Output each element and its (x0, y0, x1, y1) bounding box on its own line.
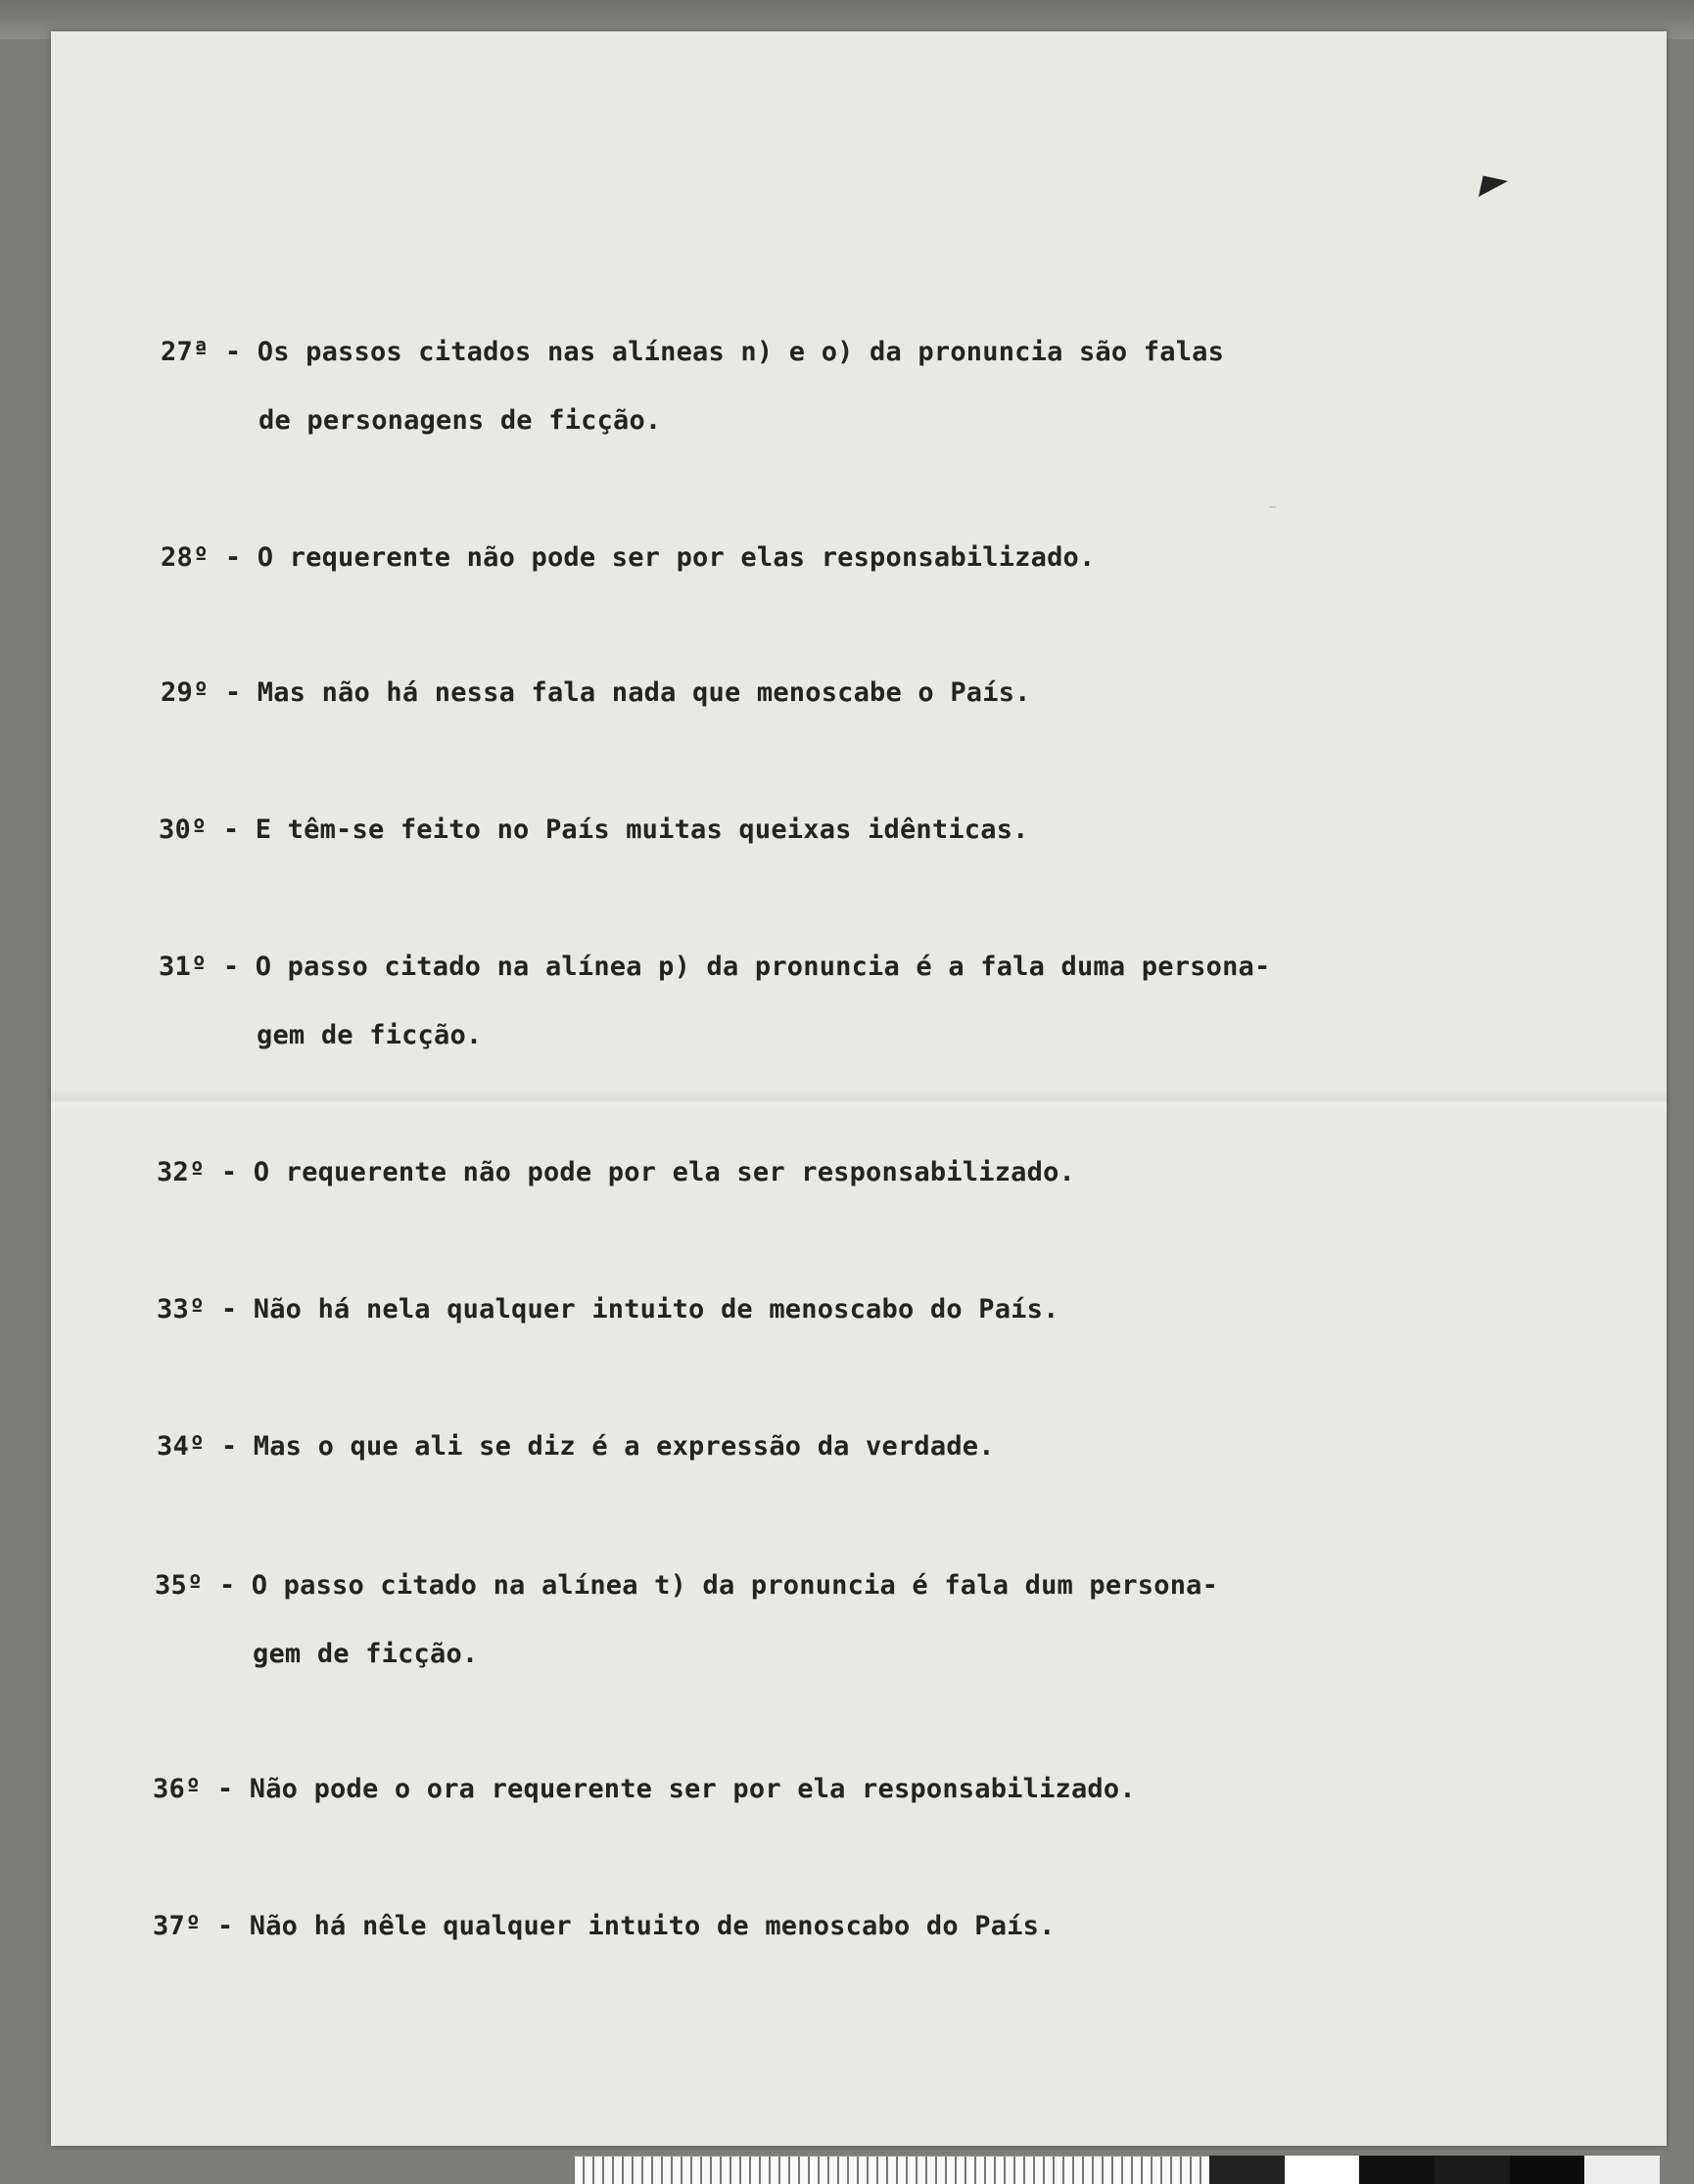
paragraph-number: 35º (155, 1570, 204, 1601)
paragraph-text: E têm-se feito no País muitas queixas idênticas. (255, 814, 1029, 845)
paragraph-number: 28º (161, 542, 210, 573)
paragraph-number: 33º (157, 1294, 206, 1324)
paragraph-number: 29º (161, 677, 210, 708)
paragraph-28-line-1: 28º - O requerente não pode ser por elas responsabilizado. (161, 542, 1096, 573)
paragraph-31-line-1: 31º - O passo citado na alínea p) da pronuncia é a fala duma persona- (159, 952, 1271, 982)
page-fold (51, 1089, 1667, 1114)
paragraph-text: Não pode o ora requerente ser por ela responsabilizado. (249, 1774, 1136, 1804)
gray-patch (1584, 2156, 1660, 2184)
gray-patch (1510, 2156, 1585, 2184)
paragraph-text: O passo citado na alínea t) da pronuncia é fala dum persona- (251, 1570, 1219, 1601)
paragraph-36-line-1: 36º - Não pode o ora requerente ser por ela responsabilizado. (153, 1774, 1136, 1804)
paragraph-number: 37º (153, 1911, 202, 1941)
bleed-through-mark: - (1265, 491, 1281, 521)
paragraph-30-line-1: 30º - E têm-se feito no País muitas queixas idênticas. (159, 814, 1029, 845)
paragraph-number: 32º (157, 1157, 206, 1187)
paragraph-text: Mas não há nessa fala nada que menoscabe o País. (257, 677, 1031, 708)
gray-patch (1285, 2156, 1360, 2184)
paragraph-32-line-1: 32º - O requerente não pode por ela ser responsabilizado. (157, 1157, 1075, 1187)
paragraph-number: 27ª (161, 337, 210, 367)
paragraph-35-line-2: gem de ficção. (253, 1639, 479, 1669)
gray-patch (1359, 2156, 1435, 2184)
paragraph-37-line-1: 37º - Não há nêle qualquer intuito de menoscabo do País. (153, 1911, 1056, 1941)
ruler-ticks (573, 2156, 1209, 2184)
gray-patch (1209, 2156, 1285, 2184)
paragraph-text: Não há nêle qualquer intuito de menoscabo do País. (249, 1911, 1056, 1941)
paragraph-text: O passo citado na alínea p) da pronuncia é a fala duma persona- (255, 952, 1271, 982)
paragraph-number: 36º (153, 1774, 202, 1804)
paragraph-number: 30º (159, 814, 208, 845)
paragraph-34-line-1: 34º - Mas o que ali se diz é a expressão da verdade. (157, 1431, 995, 1462)
paragraph-33-line-1: 33º - Não há nela qualquer intuito de menoscabo do País. (157, 1294, 1059, 1324)
paragraph-27-line-2: de personagens de ficção. (259, 405, 662, 436)
paragraph-text: Mas o que ali se diz é a expressão da verdade. (253, 1431, 995, 1462)
paragraph-29-line-1: 29º - Mas não há nessa fala nada que menoscabe o País. (161, 677, 1031, 708)
paragraph-27-line-1: 27ª - Os passos citados nas alíneas n) e o) da pronuncia são falas (161, 337, 1225, 367)
gray-patch (1435, 2156, 1510, 2184)
document-page (51, 31, 1667, 2146)
paragraph-35-line-1: 35º - O passo citado na alínea t) da pronuncia é fala dum persona- (155, 1570, 1219, 1601)
paragraph-number: 34º (157, 1431, 206, 1462)
grayscale-patches (1209, 2156, 1660, 2184)
paragraph-text: O requerente não pode por ela ser responsabilizado. (253, 1157, 1075, 1187)
paragraph-text: Não há nela qualquer intuito de menoscabo do País. (253, 1294, 1059, 1324)
color-calibration-scale (573, 2156, 1660, 2184)
corner-mark-icon (1479, 176, 1508, 203)
paragraph-text: O requerente não pode ser por elas responsabilizado. (257, 542, 1096, 573)
paragraph-31-line-2: gem de ficção. (257, 1020, 483, 1050)
paragraph-text: Os passos citados nas alíneas n) e o) da pronuncia são falas (257, 337, 1225, 367)
paragraph-number: 31º (159, 952, 208, 982)
